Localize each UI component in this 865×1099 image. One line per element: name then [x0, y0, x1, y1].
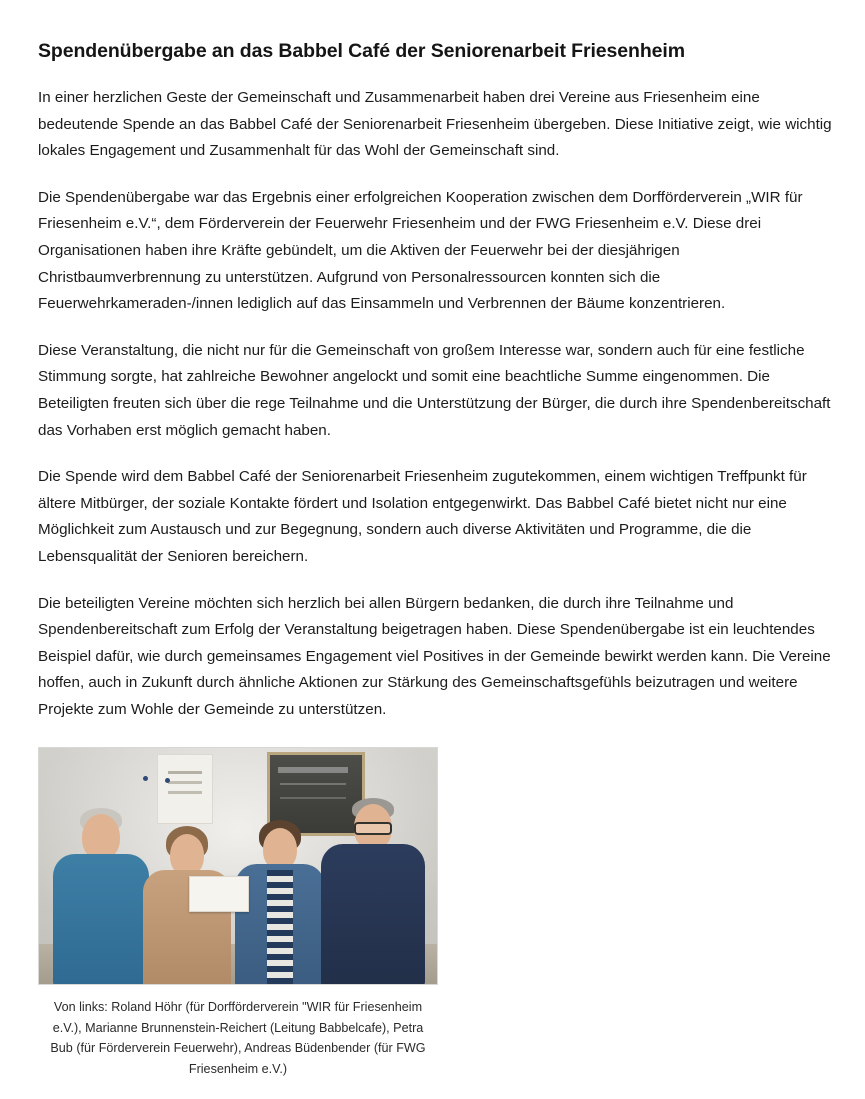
figure-caption: Von links: Roland Höhr (für Dorfförderverein "WIR für Friesenheim e.V.), Marianne Brunnenstein-Reichert (Leitung Babbelcafe), Petra Bub (für Förderverein Feuerwehr), Andreas Büdenbender (für FWG Friesenheim e.V.) — [50, 1000, 426, 1076]
article-body — [38, 85, 841, 723]
person-left — [53, 804, 149, 984]
torso — [321, 844, 425, 985]
paragraph: In einer herzlichen Geste der Gemeinschaft und Zusammenarbeit haben drei Vereine aus Friesenheim eine bedeutende Spende an das Babbel Café der Seniorenarbeit Friesenheim übergeben. Diese Initiative zeigt, wie wichtig lokales Engagement und Zusammenhalt für das Wohl der Gemeinschaft sind. — [38, 89, 832, 160]
page-title: Spendenübergabe an das Babbel Café der Seniorenarbeit Friesenheim — [38, 40, 685, 62]
group-photo — [38, 747, 438, 985]
chalkboard-writing — [278, 767, 348, 773]
donation-cheque — [189, 876, 249, 912]
torso — [53, 854, 149, 985]
paragraph: Die Spendenübergabe war das Ergebnis einer erfolgreichen Kooperation zwischen dem Dorfförderverein „WIR für Friesenheim e.V.“, dem Förderverein der Feuerwehr Friesenheim und der FWG Friesenheim e.V. Diese drei Organisationen haben ihre Kräfte gebündelt, um die Aktiven der Feuerwehr bei der diesjährigen Christbaumverbrennung zu unterstützen. Aufgrund von Personalressourcen konnten sich die Feuerwehrkameraden-/innen lediglich auf das Einsammeln und Verbrennen der Bäume konzentrieren. — [38, 188, 803, 313]
paragraph: Die Spende wird dem Babbel Café der Seniorenarbeit Friesenheim zugutekommen, einem wichtigen Treffpunkt für ältere Mitbürger, der soziale Kontakte fördert und Isolation entgegenwirkt. Das Babbel Café bietet nicht nur eine Möglichkeit zum Austausch und zur Begegnung, sondern auch diverse Aktivitäten und Programme, die die Lebensqualität der Senioren bereichern. — [38, 468, 807, 565]
paragraph: Die beteiligten Vereine möchten sich herzlich bei allen Bürgern bedanken, die durch ihre Teilnahme und Spendenbereitschaft zum Erfolg der Veranstaltung beigetragen haben. Diese Spendenübergabe ist ein leuchtendes Beispiel dafür, wie durch gemeinsames Engagement viel Positives in der Gemeinde bewirkt werden kann. Die Vereine hoffen, auch in Zukunft durch ähnliche Aktionen zur Stärkung des Gemeinschaftsgefühls beizutragen und weitere Projekte zum Wohle der Gemeinde zu unterstützen. — [38, 594, 831, 718]
article-figure — [38, 747, 438, 1079]
glasses — [354, 822, 392, 835]
paragraph: Diese Veranstaltung, die nicht nur für die Gemeinschaft von großem Interesse war, sondern auch für eine festliche Stimmung sorgte, hat zahlreiche Bewohner angelockt und somit eine beachtliche Summe eingenommen. Die Beteiligten freuten sich über die rege Teilnahme und die Unterstützung der Bürger, die durch ihre Spendenbereitschaft das Vorhaben erst möglich gemacht haben. — [38, 341, 831, 439]
person-right — [321, 798, 425, 984]
